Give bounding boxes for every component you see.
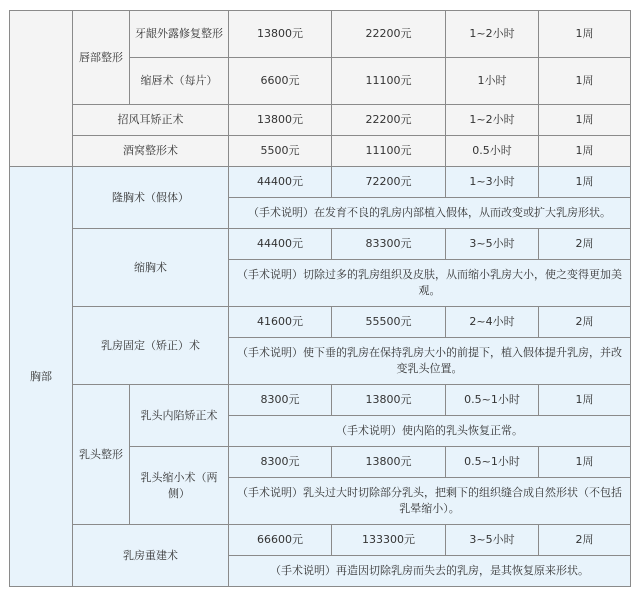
- duration: 2~4小时: [446, 307, 539, 338]
- price-high: 11100元: [332, 136, 446, 167]
- procedure-description: （手术说明）切除过多的乳房组织及皮肤，从而缩小乳房大小，使之变得更加美观。: [229, 260, 631, 307]
- duration: 0.5~1小时: [446, 447, 539, 478]
- recovery: 1周: [539, 136, 631, 167]
- group-cell-nipple-shaping: 乳头整形: [73, 385, 130, 525]
- table-row: [10, 105, 631, 136]
- recovery: 1周: [539, 167, 631, 198]
- table-row: [10, 229, 631, 260]
- procedure-name: 牙龈外露修复整形: [130, 11, 229, 58]
- price-low: 44400元: [229, 229, 332, 260]
- price-low: 5500元: [229, 136, 332, 167]
- price-high: 55500元: [332, 307, 446, 338]
- duration: 3~5小时: [446, 525, 539, 556]
- table-row: [10, 525, 631, 556]
- price-high: 13800元: [332, 447, 446, 478]
- price-low: 13800元: [229, 11, 332, 58]
- procedure-description: （手术说明）使下垂的乳房在保持乳房大小的前提下，植入假体提升乳房，并改变乳头位置。: [229, 338, 631, 385]
- procedure-name: 招风耳矫正术: [73, 105, 229, 136]
- procedure-name: 乳房固定（矫正）术: [73, 307, 229, 385]
- table-row: [10, 385, 631, 416]
- price-high: 11100元: [332, 58, 446, 105]
- duration: 0.5小时: [446, 136, 539, 167]
- recovery: 1周: [539, 11, 631, 58]
- table-row: [10, 11, 631, 58]
- duration: 1~3小时: [446, 167, 539, 198]
- procedure-description: （手术说明）乳头过大时切除部分乳头，把剩下的组织缝合成自然形状（不包括乳晕缩小）。: [229, 478, 631, 525]
- duration: 1小时: [446, 58, 539, 105]
- procedure-name: 缩唇术（每片）: [130, 58, 229, 105]
- section-cell-breast: 胸部: [10, 167, 73, 587]
- duration: 1~2小时: [446, 105, 539, 136]
- price-low: 8300元: [229, 385, 332, 416]
- recovery: 1周: [539, 58, 631, 105]
- price-low: 41600元: [229, 307, 332, 338]
- price-high: 22200元: [332, 11, 446, 58]
- procedure-description: （手术说明）再造因切除乳房而失去的乳房，是其恢复原来形状。: [229, 556, 631, 587]
- price-low: 44400元: [229, 167, 332, 198]
- recovery: 1周: [539, 385, 631, 416]
- table-row: [10, 307, 631, 338]
- procedure-name: 缩胸术: [73, 229, 229, 307]
- duration: 1~2小时: [446, 11, 539, 58]
- recovery: 1周: [539, 105, 631, 136]
- price-table-container: [9, 10, 631, 587]
- procedure-name: 隆胸术（假体）: [73, 167, 229, 229]
- recovery: 2周: [539, 229, 631, 260]
- recovery: 2周: [539, 307, 631, 338]
- price-high: 72200元: [332, 167, 446, 198]
- table-row: [10, 167, 631, 198]
- section-cell-lip-area: [10, 11, 73, 167]
- price-high: 13800元: [332, 385, 446, 416]
- table-row: [10, 136, 631, 167]
- procedure-name: 乳头内陷矫正术: [130, 385, 229, 447]
- price-high: 22200元: [332, 105, 446, 136]
- price-low: 13800元: [229, 105, 332, 136]
- procedure-description: （手术说明）在发育不良的乳房内部植入假体，从而改变或扩大乳房形状。: [229, 198, 631, 229]
- procedure-name: 酒窝整形术: [73, 136, 229, 167]
- price-high: 133300元: [332, 525, 446, 556]
- procedure-name: 乳房重建术: [73, 525, 229, 587]
- recovery: 1周: [539, 447, 631, 478]
- duration: 0.5~1小时: [446, 385, 539, 416]
- procedure-description: （手术说明）使内陷的乳头恢复正常。: [229, 416, 631, 447]
- procedure-name: 乳头缩小术（两侧）: [130, 447, 229, 525]
- price-low: 66600元: [229, 525, 332, 556]
- recovery: 2周: [539, 525, 631, 556]
- surgery-price-table: [9, 10, 631, 587]
- group-cell-lip-shaping: 唇部整形: [73, 11, 130, 105]
- price-low: 6600元: [229, 58, 332, 105]
- price-high: 83300元: [332, 229, 446, 260]
- duration: 3~5小时: [446, 229, 539, 260]
- price-low: 8300元: [229, 447, 332, 478]
